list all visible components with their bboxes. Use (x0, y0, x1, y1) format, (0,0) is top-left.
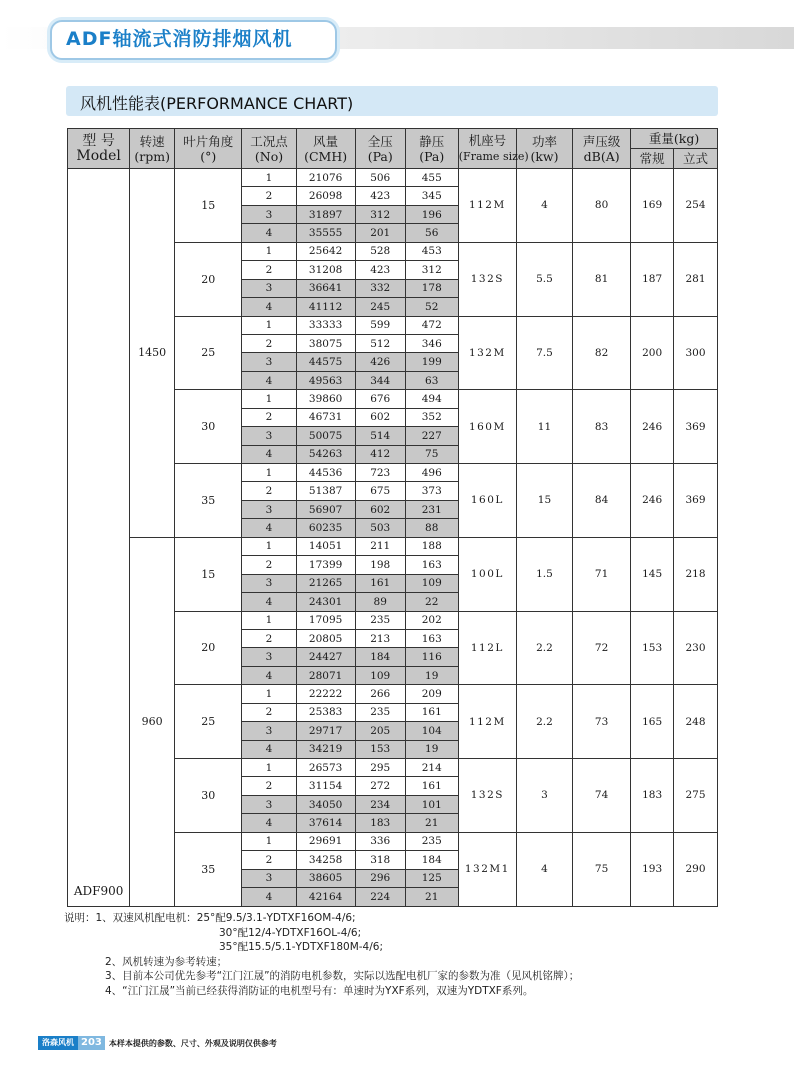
air-volume-cell: 20805 (296, 629, 355, 647)
operating-point-cell: 2 (242, 851, 296, 869)
static-pressure-cell: 209 (405, 685, 458, 703)
operating-point-cell: 2 (242, 777, 296, 795)
weight-normal-cell: 246 (631, 464, 674, 538)
note-1-line-2: 30°配12/4-YDTXF16OL-4/6; (219, 926, 362, 939)
operating-point-cell: 1 (242, 316, 296, 334)
air-volume-cell: 17095 (296, 611, 355, 629)
total-pressure-cell: 602 (355, 408, 405, 426)
total-pressure-cell: 423 (355, 261, 405, 279)
air-volume-cell: 41112 (296, 298, 355, 316)
operating-point-cell: 2 (242, 482, 296, 500)
section-title: 风机性能表(PERFORMANCE CHART) (80, 94, 354, 113)
operating-point-cell: 3 (242, 279, 296, 297)
operating-point-cell: 4 (242, 666, 296, 684)
operating-point-cell: 2 (242, 629, 296, 647)
operating-point-cell: 3 (242, 795, 296, 813)
header-frame-size: 机座号 (Frame size) (458, 129, 516, 169)
static-pressure-cell: 352 (405, 408, 458, 426)
weight-vertical-cell: 281 (674, 242, 718, 316)
total-pressure-cell: 423 (355, 187, 405, 205)
header-angle: 叶片角度 (°) (175, 129, 242, 169)
weight-normal-cell: 145 (631, 537, 674, 611)
static-pressure-cell: 52 (405, 298, 458, 316)
header-weight-vertical: 立式 (674, 149, 718, 169)
total-pressure-cell: 272 (355, 777, 405, 795)
total-pressure-cell: 675 (355, 482, 405, 500)
air-volume-cell: 39860 (296, 390, 355, 408)
total-pressure-cell: 344 (355, 371, 405, 389)
header-speed: 转速 (rpm) (130, 129, 175, 169)
noise-cell: 75 (573, 832, 631, 906)
noise-cell: 73 (573, 685, 631, 759)
air-volume-cell: 49563 (296, 371, 355, 389)
operating-point-cell: 1 (242, 169, 296, 187)
table-row (68, 169, 718, 187)
static-pressure-cell: 161 (405, 777, 458, 795)
noise-cell: 83 (573, 390, 631, 464)
static-pressure-cell: 21 (405, 888, 458, 906)
static-pressure-cell: 184 (405, 851, 458, 869)
total-pressure-cell: 183 (355, 814, 405, 832)
total-pressure-cell: 153 (355, 740, 405, 758)
static-pressure-cell: 19 (405, 740, 458, 758)
operating-point-cell: 4 (242, 298, 296, 316)
frame-size-cell: 160M (458, 390, 516, 464)
static-pressure-cell: 21 (405, 814, 458, 832)
static-pressure-cell: 346 (405, 334, 458, 352)
air-volume-cell: 31897 (296, 205, 355, 223)
total-pressure-cell: 89 (355, 593, 405, 611)
static-pressure-cell: 22 (405, 593, 458, 611)
total-pressure-cell: 723 (355, 464, 405, 482)
static-pressure-cell: 235 (405, 832, 458, 850)
total-pressure-cell: 161 (355, 574, 405, 592)
angle-cell: 35 (175, 464, 242, 538)
total-pressure-cell: 235 (355, 611, 405, 629)
total-pressure-cell: 266 (355, 685, 405, 703)
operating-point-cell: 1 (242, 759, 296, 777)
power-cell: 2.2 (516, 611, 572, 685)
static-pressure-cell: 116 (405, 648, 458, 666)
operating-point-cell: 4 (242, 888, 296, 906)
noise-cell: 74 (573, 759, 631, 833)
air-volume-cell: 25383 (296, 703, 355, 721)
footer-brand: 洛森风机 (38, 1036, 78, 1050)
static-pressure-cell: 161 (405, 703, 458, 721)
static-pressure-cell: 453 (405, 242, 458, 260)
header-total-pressure: 全压 (Pa) (355, 129, 405, 169)
static-pressure-cell: 227 (405, 427, 458, 445)
static-pressure-cell: 125 (405, 869, 458, 887)
operating-point-cell: 2 (242, 261, 296, 279)
operating-point-cell: 4 (242, 224, 296, 242)
weight-normal-cell: 183 (631, 759, 674, 833)
static-pressure-cell: 88 (405, 519, 458, 537)
air-volume-cell: 38075 (296, 334, 355, 352)
angle-cell: 30 (175, 759, 242, 833)
air-volume-cell: 35555 (296, 224, 355, 242)
total-pressure-cell: 599 (355, 316, 405, 334)
frame-size-cell: 100L (458, 537, 516, 611)
operating-point-cell: 2 (242, 408, 296, 426)
operating-point-cell: 4 (242, 371, 296, 389)
performance-table (67, 128, 718, 907)
operating-point-cell: 2 (242, 556, 296, 574)
total-pressure-cell: 235 (355, 703, 405, 721)
air-volume-cell: 56907 (296, 500, 355, 518)
static-pressure-cell: 472 (405, 316, 458, 334)
static-pressure-cell: 345 (405, 187, 458, 205)
header-weight: 重量(kg) (631, 129, 718, 149)
air-volume-cell: 37614 (296, 814, 355, 832)
operating-point-cell: 4 (242, 740, 296, 758)
table-row (68, 537, 718, 555)
weight-vertical-cell: 275 (674, 759, 718, 833)
operating-point-cell: 3 (242, 205, 296, 223)
page-title: ADF轴流式消防排烟风机 (66, 28, 293, 50)
footer (38, 1036, 277, 1050)
static-pressure-cell: 455 (405, 169, 458, 187)
air-volume-cell: 44575 (296, 353, 355, 371)
total-pressure-cell: 184 (355, 648, 405, 666)
static-pressure-cell: 56 (405, 224, 458, 242)
air-volume-cell: 34258 (296, 851, 355, 869)
operating-point-cell: 1 (242, 390, 296, 408)
frame-size-cell: 160L (458, 464, 516, 538)
angle-cell: 20 (175, 611, 242, 685)
air-volume-cell: 51387 (296, 482, 355, 500)
total-pressure-cell: 296 (355, 869, 405, 887)
air-volume-cell: 24301 (296, 593, 355, 611)
air-volume-cell: 50075 (296, 427, 355, 445)
weight-normal-cell: 246 (631, 390, 674, 464)
air-volume-cell: 25642 (296, 242, 355, 260)
weight-vertical-cell: 230 (674, 611, 718, 685)
static-pressure-cell: 188 (405, 537, 458, 555)
air-volume-cell: 31208 (296, 261, 355, 279)
frame-size-cell: 132M1 (458, 832, 516, 906)
air-volume-cell: 42164 (296, 888, 355, 906)
operating-point-cell: 1 (242, 537, 296, 555)
weight-normal-cell: 200 (631, 316, 674, 390)
total-pressure-cell: 234 (355, 795, 405, 813)
static-pressure-cell: 231 (405, 500, 458, 518)
header-static-pressure: 静压 (Pa) (405, 129, 458, 169)
speed-cell: 1450 (130, 169, 175, 538)
air-volume-cell: 28071 (296, 666, 355, 684)
power-cell: 3 (516, 759, 572, 833)
weight-vertical-cell: 300 (674, 316, 718, 390)
angle-cell: 30 (175, 390, 242, 464)
static-pressure-cell: 312 (405, 261, 458, 279)
total-pressure-cell: 426 (355, 353, 405, 371)
weight-vertical-cell: 369 (674, 390, 718, 464)
frame-size-cell: 112M (458, 169, 516, 243)
noise-cell: 72 (573, 611, 631, 685)
noise-cell: 81 (573, 242, 631, 316)
total-pressure-cell: 224 (355, 888, 405, 906)
operating-point-cell: 3 (242, 869, 296, 887)
power-cell: 1.5 (516, 537, 572, 611)
frame-size-cell: 112M (458, 685, 516, 759)
operating-point-cell: 3 (242, 500, 296, 518)
air-volume-cell: 21265 (296, 574, 355, 592)
air-volume-cell: 60235 (296, 519, 355, 537)
angle-cell: 15 (175, 169, 242, 243)
air-volume-cell: 21076 (296, 169, 355, 187)
total-pressure-cell: 201 (355, 224, 405, 242)
weight-vertical-cell: 369 (674, 464, 718, 538)
static-pressure-cell: 101 (405, 795, 458, 813)
static-pressure-cell: 373 (405, 482, 458, 500)
static-pressure-cell: 104 (405, 722, 458, 740)
air-volume-cell: 46731 (296, 408, 355, 426)
notes-label: 说明： (64, 912, 96, 924)
operating-point-cell: 4 (242, 445, 296, 463)
operating-point-cell: 1 (242, 832, 296, 850)
speed-cell: 960 (130, 537, 175, 906)
model-cell: ADF900 (68, 169, 130, 907)
operating-point-cell: 3 (242, 722, 296, 740)
static-pressure-cell: 199 (405, 353, 458, 371)
air-volume-cell: 38605 (296, 869, 355, 887)
static-pressure-cell: 109 (405, 574, 458, 592)
table-body (68, 169, 718, 907)
operating-point-cell: 3 (242, 574, 296, 592)
footer-text: 本样本提供的参数、尺寸、外观及说明仅供参考 (108, 1038, 277, 1048)
total-pressure-cell: 332 (355, 279, 405, 297)
air-volume-cell: 54263 (296, 445, 355, 463)
total-pressure-cell: 198 (355, 556, 405, 574)
header-model: 型 号 Model (68, 129, 130, 169)
note-1-line-3: 35°配15.5/5.1-YDTXF180M-4/6; (219, 941, 383, 953)
operating-point-cell: 2 (242, 187, 296, 205)
weight-vertical-cell: 218 (674, 537, 718, 611)
total-pressure-cell: 336 (355, 832, 405, 850)
total-pressure-cell: 318 (355, 851, 405, 869)
operating-point-cell: 1 (242, 685, 296, 703)
note-4: 4、“江门江晟”当前已经获得消防证的电机型号有：单速时为YXF系列，双速为YDTXF系列。 (105, 984, 534, 997)
air-volume-cell: 31154 (296, 777, 355, 795)
total-pressure-cell: 205 (355, 722, 405, 740)
angle-cell: 35 (175, 832, 242, 906)
air-volume-cell: 14051 (296, 537, 355, 555)
static-pressure-cell: 163 (405, 629, 458, 647)
total-pressure-cell: 211 (355, 537, 405, 555)
header-power: 功率 (kw) (516, 129, 572, 169)
operating-point-cell: 1 (242, 611, 296, 629)
frame-size-cell: 112L (458, 611, 516, 685)
operating-point-cell: 3 (242, 353, 296, 371)
operating-point-cell: 2 (242, 334, 296, 352)
air-volume-cell: 34219 (296, 740, 355, 758)
static-pressure-cell: 163 (405, 556, 458, 574)
angle-cell: 20 (175, 242, 242, 316)
air-volume-cell: 44536 (296, 464, 355, 482)
operating-point-cell: 4 (242, 519, 296, 537)
note-2: 2、风机转速为参考转速； (105, 955, 228, 968)
total-pressure-cell: 412 (355, 445, 405, 463)
total-pressure-cell: 506 (355, 169, 405, 187)
noise-cell: 84 (573, 464, 631, 538)
table-header-row (68, 129, 718, 149)
noise-cell: 71 (573, 537, 631, 611)
air-volume-cell: 26098 (296, 187, 355, 205)
operating-point-cell: 3 (242, 427, 296, 445)
noise-cell: 82 (573, 316, 631, 390)
operating-point-cell: 2 (242, 703, 296, 721)
power-cell: 4 (516, 832, 572, 906)
weight-vertical-cell: 254 (674, 169, 718, 243)
total-pressure-cell: 295 (355, 759, 405, 777)
operating-point-cell: 1 (242, 464, 296, 482)
notes (64, 911, 579, 998)
air-volume-cell: 22222 (296, 685, 355, 703)
power-cell: 4 (516, 169, 572, 243)
frame-size-cell: 132S (458, 759, 516, 833)
angle-cell: 25 (175, 316, 242, 390)
static-pressure-cell: 19 (405, 666, 458, 684)
footer-page-number: 203 (78, 1036, 105, 1050)
angle-cell: 25 (175, 685, 242, 759)
weight-normal-cell: 187 (631, 242, 674, 316)
total-pressure-cell: 109 (355, 666, 405, 684)
note-1-line-1: 25°配9.5/3.1-YDTXF16OM-4/6; (196, 912, 356, 924)
weight-normal-cell: 193 (631, 832, 674, 906)
static-pressure-cell: 214 (405, 759, 458, 777)
static-pressure-cell: 178 (405, 279, 458, 297)
total-pressure-cell: 213 (355, 629, 405, 647)
total-pressure-cell: 676 (355, 390, 405, 408)
total-pressure-cell: 602 (355, 500, 405, 518)
air-volume-cell: 29691 (296, 832, 355, 850)
frame-size-cell: 132S (458, 242, 516, 316)
total-pressure-cell: 312 (355, 205, 405, 223)
static-pressure-cell: 75 (405, 445, 458, 463)
weight-normal-cell: 169 (631, 169, 674, 243)
static-pressure-cell: 496 (405, 464, 458, 482)
static-pressure-cell: 63 (405, 371, 458, 389)
header-air-volume: 风量 (CMH) (296, 129, 355, 169)
air-volume-cell: 26573 (296, 759, 355, 777)
air-volume-cell: 36641 (296, 279, 355, 297)
power-cell: 15 (516, 464, 572, 538)
header-noise: 声压级 dB(A) (573, 129, 631, 169)
air-volume-cell: 17399 (296, 556, 355, 574)
power-cell: 11 (516, 390, 572, 464)
total-pressure-cell: 528 (355, 242, 405, 260)
static-pressure-cell: 494 (405, 390, 458, 408)
power-cell: 2.2 (516, 685, 572, 759)
static-pressure-cell: 202 (405, 611, 458, 629)
weight-vertical-cell: 290 (674, 832, 718, 906)
frame-size-cell: 132M (458, 316, 516, 390)
air-volume-cell: 29717 (296, 722, 355, 740)
weight-vertical-cell: 248 (674, 685, 718, 759)
note-3: 3、目前本公司优先参考“江门江晟”的消防电机参数，实际以选配电机厂家的参数为准（见风机铭牌）； (105, 970, 580, 982)
total-pressure-cell: 512 (355, 334, 405, 352)
total-pressure-cell: 503 (355, 519, 405, 537)
power-cell: 7.5 (516, 316, 572, 390)
header-weight-normal: 常规 (631, 149, 674, 169)
header-operating-point: 工况点 (No) (242, 129, 296, 169)
total-pressure-cell: 514 (355, 427, 405, 445)
air-volume-cell: 24427 (296, 648, 355, 666)
weight-normal-cell: 165 (631, 685, 674, 759)
operating-point-cell: 4 (242, 593, 296, 611)
angle-cell: 15 (175, 537, 242, 611)
noise-cell: 80 (573, 169, 631, 243)
operating-point-cell: 4 (242, 814, 296, 832)
total-pressure-cell: 245 (355, 298, 405, 316)
static-pressure-cell: 196 (405, 205, 458, 223)
air-volume-cell: 33333 (296, 316, 355, 334)
note-1-head: 1、双速风机配电机： (95, 912, 197, 924)
operating-point-cell: 1 (242, 242, 296, 260)
weight-normal-cell: 153 (631, 611, 674, 685)
power-cell: 5.5 (516, 242, 572, 316)
air-volume-cell: 34050 (296, 795, 355, 813)
operating-point-cell: 3 (242, 648, 296, 666)
